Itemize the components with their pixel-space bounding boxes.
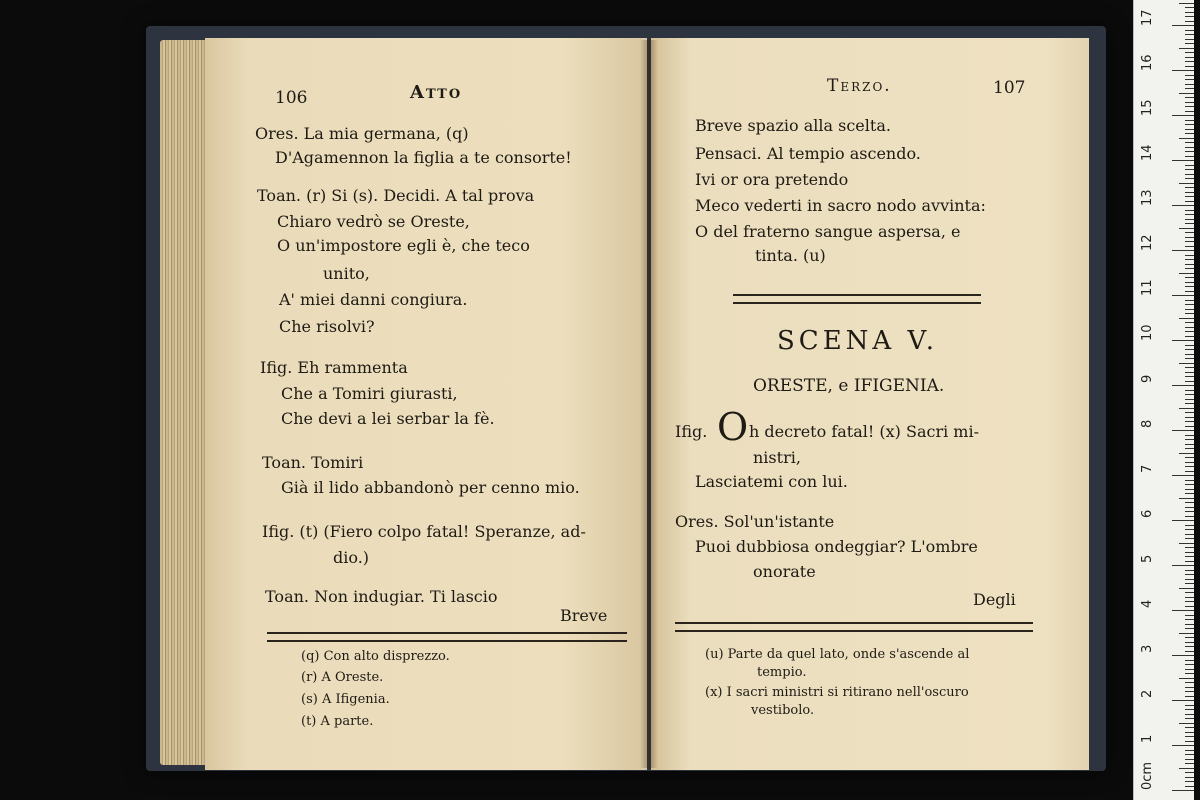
text-line: O un'impostore egli è, che teco [277,236,530,255]
ruler-tick [1172,250,1194,251]
ruler-tick [1185,358,1194,359]
text-line: Che risolvi? [279,317,375,336]
footnote: (x) I sacri ministri si ritirano nell'oscuro [705,685,969,700]
ruler-tick [1185,187,1194,188]
ruler-tick [1185,597,1194,598]
ruler-tick [1185,651,1194,652]
text-line: Breve spazio alla scelta. [695,116,891,135]
ruler-tick [1185,43,1194,44]
ruler-tick [1185,286,1194,287]
ruler-tick [1185,619,1194,620]
ruler-tick [1185,574,1194,575]
text-line: dio.) [333,548,370,567]
ruler-tick [1185,664,1194,665]
ruler-tick [1185,682,1194,683]
ruler-tick [1185,34,1194,35]
ruler-tick [1172,610,1194,611]
ruler-tick [1185,466,1194,467]
ruler-tick [1185,277,1194,278]
ruler-tick [1185,151,1194,152]
ruler-tick [1185,322,1194,323]
footnote-rule [267,632,627,642]
ruler-tick [1185,201,1194,202]
ruler-number: 2 [1140,689,1155,698]
ruler-tick [1179,408,1194,409]
ruler-tick [1179,183,1194,184]
ruler-tick [1185,291,1194,292]
ruler-tick [1179,318,1194,319]
ruler-tick [1185,178,1194,179]
ruler-tick [1179,273,1194,274]
ruler-tick [1185,516,1194,517]
footnote: tempio. [757,665,807,680]
ruler-tick [1179,723,1194,724]
ruler-tick [1185,538,1194,539]
text-line: Ores. La mia germana, (q) [255,124,469,143]
ruler-tick [1179,543,1194,544]
ruler-tick [1185,30,1194,31]
ruler-tick [1185,601,1194,602]
ruler-tick [1185,484,1194,485]
ruler-tick [1172,340,1194,341]
ruler-tick [1185,210,1194,211]
ruler-number: 8 [1140,419,1155,428]
footnote: (q) Con alto disprezzo. [301,649,450,664]
ruler-tick [1185,192,1194,193]
ruler-tick [1185,534,1194,535]
ruler-tick [1185,88,1194,89]
ruler-tick [1185,394,1194,395]
ruler-tick [1185,637,1194,638]
ruler-tick [1185,282,1194,283]
ruler-tick [1172,70,1194,71]
ruler-tick [1185,196,1194,197]
ruler-tick [1179,363,1194,364]
ruler-tick [1179,93,1194,94]
ruler-tick [1185,741,1194,742]
ruler-unit-label: 0cm [1140,761,1155,790]
ruler-number: 11 [1140,279,1155,296]
ruler-tick [1185,102,1194,103]
ruler-tick [1185,642,1194,643]
ruler-tick [1185,570,1194,571]
ruler-tick [1185,606,1194,607]
ruler-tick [1185,331,1194,332]
ruler-number: 14 [1140,144,1155,161]
ruler-tick [1185,232,1194,233]
ruler-tick [1172,520,1194,521]
ruler-tick [1185,669,1194,670]
ruler-tick [1179,453,1194,454]
ruler-tick [1185,349,1194,350]
speaker-label: Ifig. [675,422,708,441]
ruler-tick [1172,790,1194,791]
ruler-tick [1185,471,1194,472]
ruler-tick [1185,624,1194,625]
ruler-number: 10 [1140,324,1155,341]
scene-characters: ORESTE, e IFIGENIA. [753,376,945,396]
ruler-tick [1185,439,1194,440]
ruler-number: 4 [1140,599,1155,608]
ruler-tick [1185,448,1194,449]
text-line: Che devi a lei serbar la fè. [281,409,495,428]
ruler-tick [1179,768,1194,769]
ruler-tick [1185,777,1194,778]
text-line: Pensaci. Al tempio ascendo. [695,144,921,163]
ruler-tick [1185,552,1194,553]
ruler-tick [1185,727,1194,728]
ruler-tick [1185,493,1194,494]
ruler-tick [1185,97,1194,98]
ruler-tick [1185,583,1194,584]
catchword: Breve [560,606,608,625]
ruler-tick [1185,21,1194,22]
ruler-tick [1185,709,1194,710]
ruler-tick [1185,556,1194,557]
text-line: Toan. (r) Si (s). Decidi. A tal prova [257,186,535,205]
ruler-tick [1185,376,1194,377]
catchword: Degli [973,590,1016,609]
ruler-tick [1179,633,1194,634]
text-line: Già il lido abbandonò per cenno mio. [281,478,580,497]
ruler-tick [1185,61,1194,62]
running-head: Atto [410,82,463,103]
text-line: nistri, [753,448,801,467]
ruler-tick [1185,489,1194,490]
ruler-tick [1185,106,1194,107]
ruler-tick [1185,300,1194,301]
footnote: vestibolo. [751,703,815,718]
footnote: (t) A parte. [301,714,374,729]
ruler-number: 6 [1140,509,1155,518]
book-gutter [640,40,658,768]
ruler-number: 17 [1140,9,1155,26]
text-line: O del fraterno sangue aspersa, e [695,222,961,241]
ruler-tick [1172,475,1194,476]
text-line: onorate [753,562,816,581]
ruler-tick [1185,241,1194,242]
ruler-tick [1185,7,1194,8]
ruler-number: 15 [1140,99,1155,116]
ruler-tick [1185,264,1194,265]
scene-title: SCENA V. [777,326,938,356]
ruler-tick [1185,336,1194,337]
footnote-rule [675,622,1033,632]
ruler-tick [1185,174,1194,175]
ruler-tick [1185,480,1194,481]
ruler-tick [1185,403,1194,404]
text-line: tinta. (u) [755,246,826,265]
ruler-tick [1185,111,1194,112]
ruler-tick [1185,39,1194,40]
ruler-tick [1172,160,1194,161]
ruler-tick [1185,421,1194,422]
ruler-tick [1185,169,1194,170]
ruler-tick [1185,561,1194,562]
ruler-tick [1185,142,1194,143]
ruler-tick [1185,507,1194,508]
ruler-tick [1185,435,1194,436]
ruler-tick [1185,705,1194,706]
ruler-tick [1185,691,1194,692]
ruler-tick [1185,156,1194,157]
text-line: A' miei danni congiura. [279,290,468,309]
ruler-tick [1185,79,1194,80]
ruler-tick [1185,426,1194,427]
ruler-tick [1185,268,1194,269]
ruler-tick [1185,381,1194,382]
ruler-tick [1185,781,1194,782]
ruler-tick [1185,165,1194,166]
ruler-tick [1172,205,1194,206]
text-line: Ivi or ora pretendo [695,170,849,189]
running-head: Terzo. [827,76,892,96]
text-line: h decreto fatal! (x) Sacri mi- [749,422,979,441]
ruler-tick [1185,646,1194,647]
ruler-tick [1185,628,1194,629]
ruler-tick [1172,430,1194,431]
ruler-tick [1179,678,1194,679]
ruler-tick [1185,529,1194,530]
ruler-tick [1185,660,1194,661]
ruler-tick [1185,525,1194,526]
text-line: Puoi dubbiosa ondeggiar? L'ombre [695,537,978,556]
ruler-number: 3 [1140,644,1155,653]
text-line: Toan. Tomiri [262,453,364,472]
ruler-tick [1172,115,1194,116]
text-line: Chiaro vedrò se Oreste, [277,212,470,231]
right-page [651,38,1089,770]
ruler-tick [1185,345,1194,346]
ruler-tick [1185,327,1194,328]
ruler-number: 7 [1140,464,1155,473]
text-line: Ifig. (t) (Fiero colpo fatal! Speranze, ad- [262,522,586,541]
text-line: Che a Tomiri giurasti, [281,384,458,403]
ruler-tick [1185,750,1194,751]
ruler-tick [1185,673,1194,674]
ruler-tick [1185,304,1194,305]
ruler-tick [1172,700,1194,701]
ruler-number: 1 [1140,734,1155,743]
footnote: (s) A Ifigenia. [301,692,390,707]
ruler-tick [1185,772,1194,773]
ruler-number: 16 [1140,54,1155,71]
ruler-tick [1185,309,1194,310]
ruler-tick [1185,214,1194,215]
ruler-tick [1179,3,1194,4]
ruler-tick [1185,754,1194,755]
ruler-tick [1185,390,1194,391]
ruler-tick [1185,511,1194,512]
ruler-number: 9 [1140,374,1155,383]
ruler-tick [1185,246,1194,247]
text-line: Toan. Non indugiar. Ti lascio [265,587,498,606]
text-line: Ifig. Eh rammenta [260,358,408,377]
ruler-tick [1185,732,1194,733]
ruler-tick [1185,457,1194,458]
text-line: Lasciatemi con lui. [695,472,848,491]
ruler-tick [1185,592,1194,593]
ruler-tick [1179,138,1194,139]
ruler-tick [1172,745,1194,746]
ruler-number: 5 [1140,554,1155,563]
ruler-tick [1179,228,1194,229]
ruler-tick [1185,399,1194,400]
page-number: 106 [275,88,308,108]
left-page [205,38,647,770]
ruler-tick [1185,16,1194,17]
ruler-tick [1185,129,1194,130]
ruler-tick [1185,759,1194,760]
ruler-tick [1179,588,1194,589]
ruler-tick [1185,219,1194,220]
ruler-tick [1172,565,1194,566]
ruler-tick [1185,367,1194,368]
ruler-tick [1185,259,1194,260]
ruler-tick [1185,52,1194,53]
ruler-tick [1179,498,1194,499]
ruler-tick [1185,718,1194,719]
footnote: (u) Parte da quel lato, onde s'ascende al [705,647,970,662]
ruler-tick [1185,696,1194,697]
page-number: 107 [993,78,1026,98]
ruler-tick [1185,615,1194,616]
ruler-tick [1185,687,1194,688]
ruler-tick [1185,502,1194,503]
ruler-tick [1179,48,1194,49]
ruler-tick [1172,295,1194,296]
ruler-tick [1185,372,1194,373]
ruler-tick [1185,417,1194,418]
ruler-tick [1185,223,1194,224]
ruler-tick [1185,75,1194,76]
text-line: unito, [323,264,370,283]
ruler-tick [1172,655,1194,656]
ruler-tick [1185,66,1194,67]
ruler-tick [1185,255,1194,256]
ruler-tick [1185,736,1194,737]
text-line: D'Agamennon la figlia a te consorte! [275,148,572,167]
text-line: Ores. Sol'un'istante [675,512,835,531]
measuring-ruler [1133,0,1194,800]
ruler-tick [1185,237,1194,238]
ruler-tick [1185,763,1194,764]
ruler-tick [1185,579,1194,580]
ruler-tick [1172,25,1194,26]
ruler-tick [1185,547,1194,548]
ruler-tick [1185,57,1194,58]
ruler-tick [1185,354,1194,355]
drop-cap: O [717,405,749,449]
ruler-tick [1185,462,1194,463]
ruler-number: 13 [1140,189,1155,206]
ruler-tick [1185,313,1194,314]
ruler-number: 12 [1140,234,1155,251]
ruler-tick [1185,412,1194,413]
ruler-tick [1185,84,1194,85]
footnote: (r) A Oreste. [301,670,384,685]
text-line: Meco vederti in sacro nodo avvinta: [695,196,986,215]
ruler-tick [1172,385,1194,386]
ruler-tick [1185,124,1194,125]
ruler-tick [1185,786,1194,787]
ruler-tick [1185,120,1194,121]
ruler-tick [1185,444,1194,445]
ruler-tick [1185,133,1194,134]
ruler-tick [1185,147,1194,148]
scene-rule [733,294,981,304]
ruler-tick [1185,714,1194,715]
ruler-tick [1185,12,1194,13]
